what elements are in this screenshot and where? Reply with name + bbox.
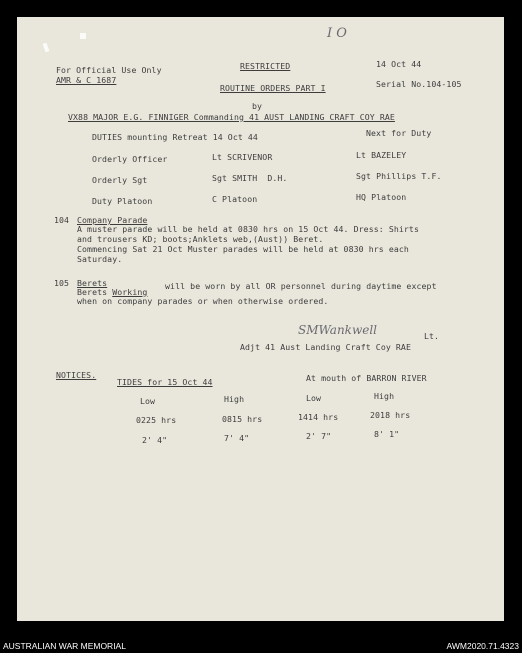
signature-rank: Lt. [424,331,440,341]
classification-line-2: AMR & C 1687 [56,75,117,85]
duty-next: Lt BAZELEY [356,150,407,160]
order-104-title: Company Parade [77,215,148,225]
duties-title: DUTIES mounting Retreat 14 Oct 44 [92,132,258,142]
order-104-number: 104 [54,215,70,225]
duty-role: Duty Platoon [92,196,153,206]
tide-height: 7' 4" [224,433,250,443]
tide-time: 0815 hrs [222,414,263,424]
order-104-line: Saturday. [77,254,123,264]
author-line: VX88 MAJOR E.G. FINNIGER Commanding 41 AUST LANDING CRAFT COY RAE [68,112,395,122]
order-105-line-2: Berets Working [77,287,148,297]
tide-header: High [374,391,395,401]
footer-accession: AWM2020.71.4323 [446,641,519,651]
tide-header: Low [306,393,322,403]
signature-title: Adjt 41 Aust Landing Craft Coy RAE [240,342,411,352]
order-104-line: and trousers KD; boots;Anklets web,(Aust)) Beret. [77,234,324,244]
tide-time: 1414 hrs [298,412,339,422]
restricted-label: RESTRICTED [240,61,291,71]
tide-height: 2' 4" [142,435,168,445]
tide-time: 2018 hrs [370,410,411,420]
order-105-title: Berets [77,278,108,288]
tide-height: 8' 1" [374,429,400,439]
order-date: 14 Oct 44 [376,59,422,69]
classification-line-1: For Official Use Only [56,65,162,75]
document-heading: ROUTINE ORDERS PART I [220,83,326,93]
order-104-line: Commencing Sat 21 Oct Muster parades will be held at 0830 hrs each [77,244,409,254]
tide-height: 2' 7" [306,431,332,441]
duty-current: C Platoon [212,194,258,204]
order-105-number: 105 [54,278,70,288]
tides-title: TIDES for 15 Oct 44 [117,377,213,387]
footer-institution: AUSTRALIAN WAR MEMORIAL [3,641,126,651]
pin-hole-mark [80,33,86,39]
order-104-line: A muster parade will be held at 0830 hrs on 15 Oct 44. Dress: Shirts [77,224,419,234]
by-label: by [252,101,263,111]
serial-number: Serial No.104-105 [376,79,462,89]
tide-header: High [224,394,245,404]
duty-current: Sgt SMITH D.H. [212,173,288,183]
order-105-line-3: when on company parades or when otherwise ordered. [77,296,329,306]
signature: SMWankwell [298,323,378,337]
duty-current: Lt SCRIVENOR [212,152,273,162]
duty-next: HQ Platoon [356,192,407,202]
notices-label: NOTICES. [56,370,97,380]
next-for-duty-title: Next for Duty [366,128,432,138]
tide-time: 0225 hrs [136,415,177,425]
duty-role: Orderly Sgt [92,175,148,185]
tide-header: Low [140,396,156,406]
tides-location: At mouth of BARRON RIVER [306,373,427,383]
order-105-line-1: will be worn by all OR personnel during daytime except [160,281,437,291]
handwritten-top-mark: I O [327,26,347,41]
duty-next: Sgt Phillips T.F. [356,171,442,181]
duty-role: Orderly Officer [92,154,168,164]
